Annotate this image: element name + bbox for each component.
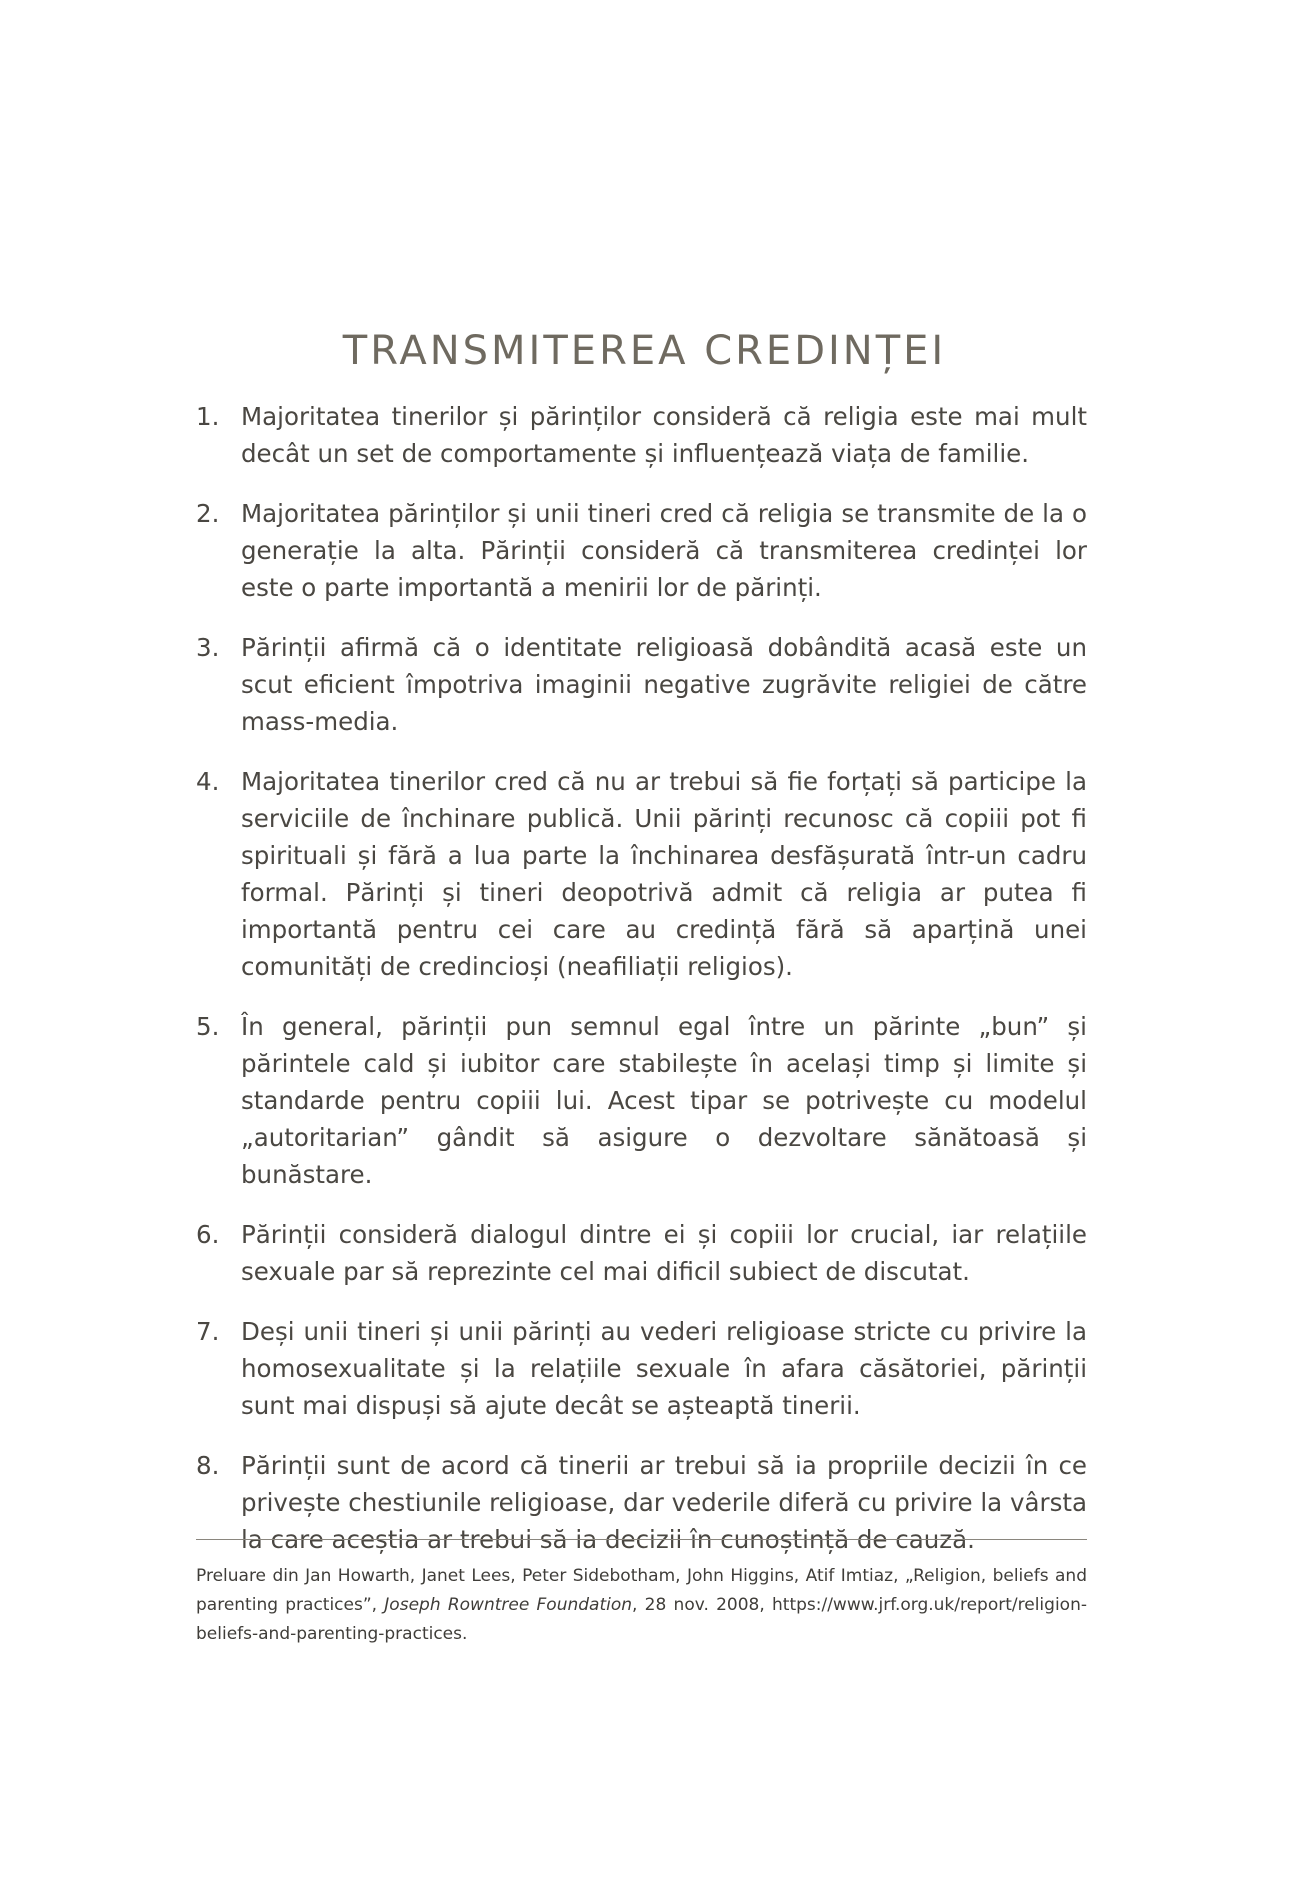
- item-text: În general, părinții pun semnul egal între un părinte „bun” și părintele cald și iubitor care stabilește în același timp și limite și standarde pentru copiii lui. Acest tipar se potrivește cu modelul „autoritarian” gândit să asigure o dezvoltare sănătoasă și bunăstare.: [241, 1012, 1087, 1189]
- list-item: [196, 495, 1087, 606]
- item-number: 5.: [196, 1012, 220, 1041]
- list-item: [196, 629, 1087, 740]
- footnote-suffix: , 28 nov. 2008, https://www.jrf.org.uk/report/religion-beliefs-and-parenting-practices.: [196, 1595, 1087, 1644]
- footnote-prefix: Preluare din Jan Howarth, Janet Lees, Peter Sidebotham, John Higgins, Atif Imtiaz, „Religion, beliefs and parenting practices”,: [196, 1566, 1087, 1615]
- list-item: [196, 1008, 1087, 1193]
- list-item: [196, 1313, 1087, 1424]
- footnote-divider: [196, 1539, 1087, 1540]
- item-number: 1.: [196, 402, 220, 431]
- footnote: [196, 1562, 1087, 1649]
- item-text: Părinții afirmă că o identitate religioasă dobândită acasă este un scut eficient împotriva imaginii negative zugrăvite religiei de către mass-media.: [241, 633, 1087, 736]
- item-number: 3.: [196, 633, 220, 662]
- item-number: 4.: [196, 767, 220, 796]
- item-text: Majoritatea părinților și unii tineri cred că religia se transmite de la o generație la alta. Părinții consideră că transmiterea credinței lor este o parte importantă a menirii lor de părinți.: [241, 499, 1087, 602]
- item-text: Părinții sunt de acord că tinerii ar trebui să ia propriile decizii în ce privește chestiunile religioase, dar vederile diferă cu privire la vârsta la care aceștia ar trebui să ia decizii în cunoștință de cauză.: [241, 1451, 1087, 1554]
- item-text: Majoritatea tinerilor cred că nu ar trebui să fie forțați să participe la serviciile de închinare publică. Unii părinți recunosc că copiii pot fi spirituali și fără a lua parte la închinarea desfășurată într-un cadru formal. Părinți și tineri deopotrivă admit că religia ar putea fi importantă pentru cei care au credință fără să aparțină unei comunități de credincioși (neafiliații religios).: [241, 767, 1087, 981]
- list-item: [196, 398, 1087, 472]
- page-title: TRANSMITEREA CREDINȚEI: [342, 328, 947, 374]
- item-text: Majoritatea tinerilor și părinților consideră că religia este mai mult decât un set de comportamente și influențează viața de familie.: [241, 402, 1087, 468]
- item-number: 6.: [196, 1220, 220, 1249]
- list-item: [196, 1216, 1087, 1290]
- list-item: [196, 1447, 1087, 1558]
- item-number: 7.: [196, 1317, 220, 1346]
- item-number: 8.: [196, 1451, 220, 1480]
- item-number: 2.: [196, 499, 220, 528]
- item-text: Părinții consideră dialogul dintre ei și copiii lor crucial, iar relațiile sexuale par să reprezinte cel mai dificil subiect de discutat.: [241, 1220, 1087, 1286]
- findings-list: [196, 398, 1087, 1581]
- item-text: Deși unii tineri și unii părinți au vederi religioase stricte cu privire la homosexualitate și la relațiile sexuale în afara căsătoriei, părinții sunt mai dispuși să ajute decât se așteaptă tinerii.: [241, 1317, 1087, 1420]
- footnote-source: Joseph Rowntree Foundation: [384, 1595, 633, 1615]
- list-item: [196, 763, 1087, 985]
